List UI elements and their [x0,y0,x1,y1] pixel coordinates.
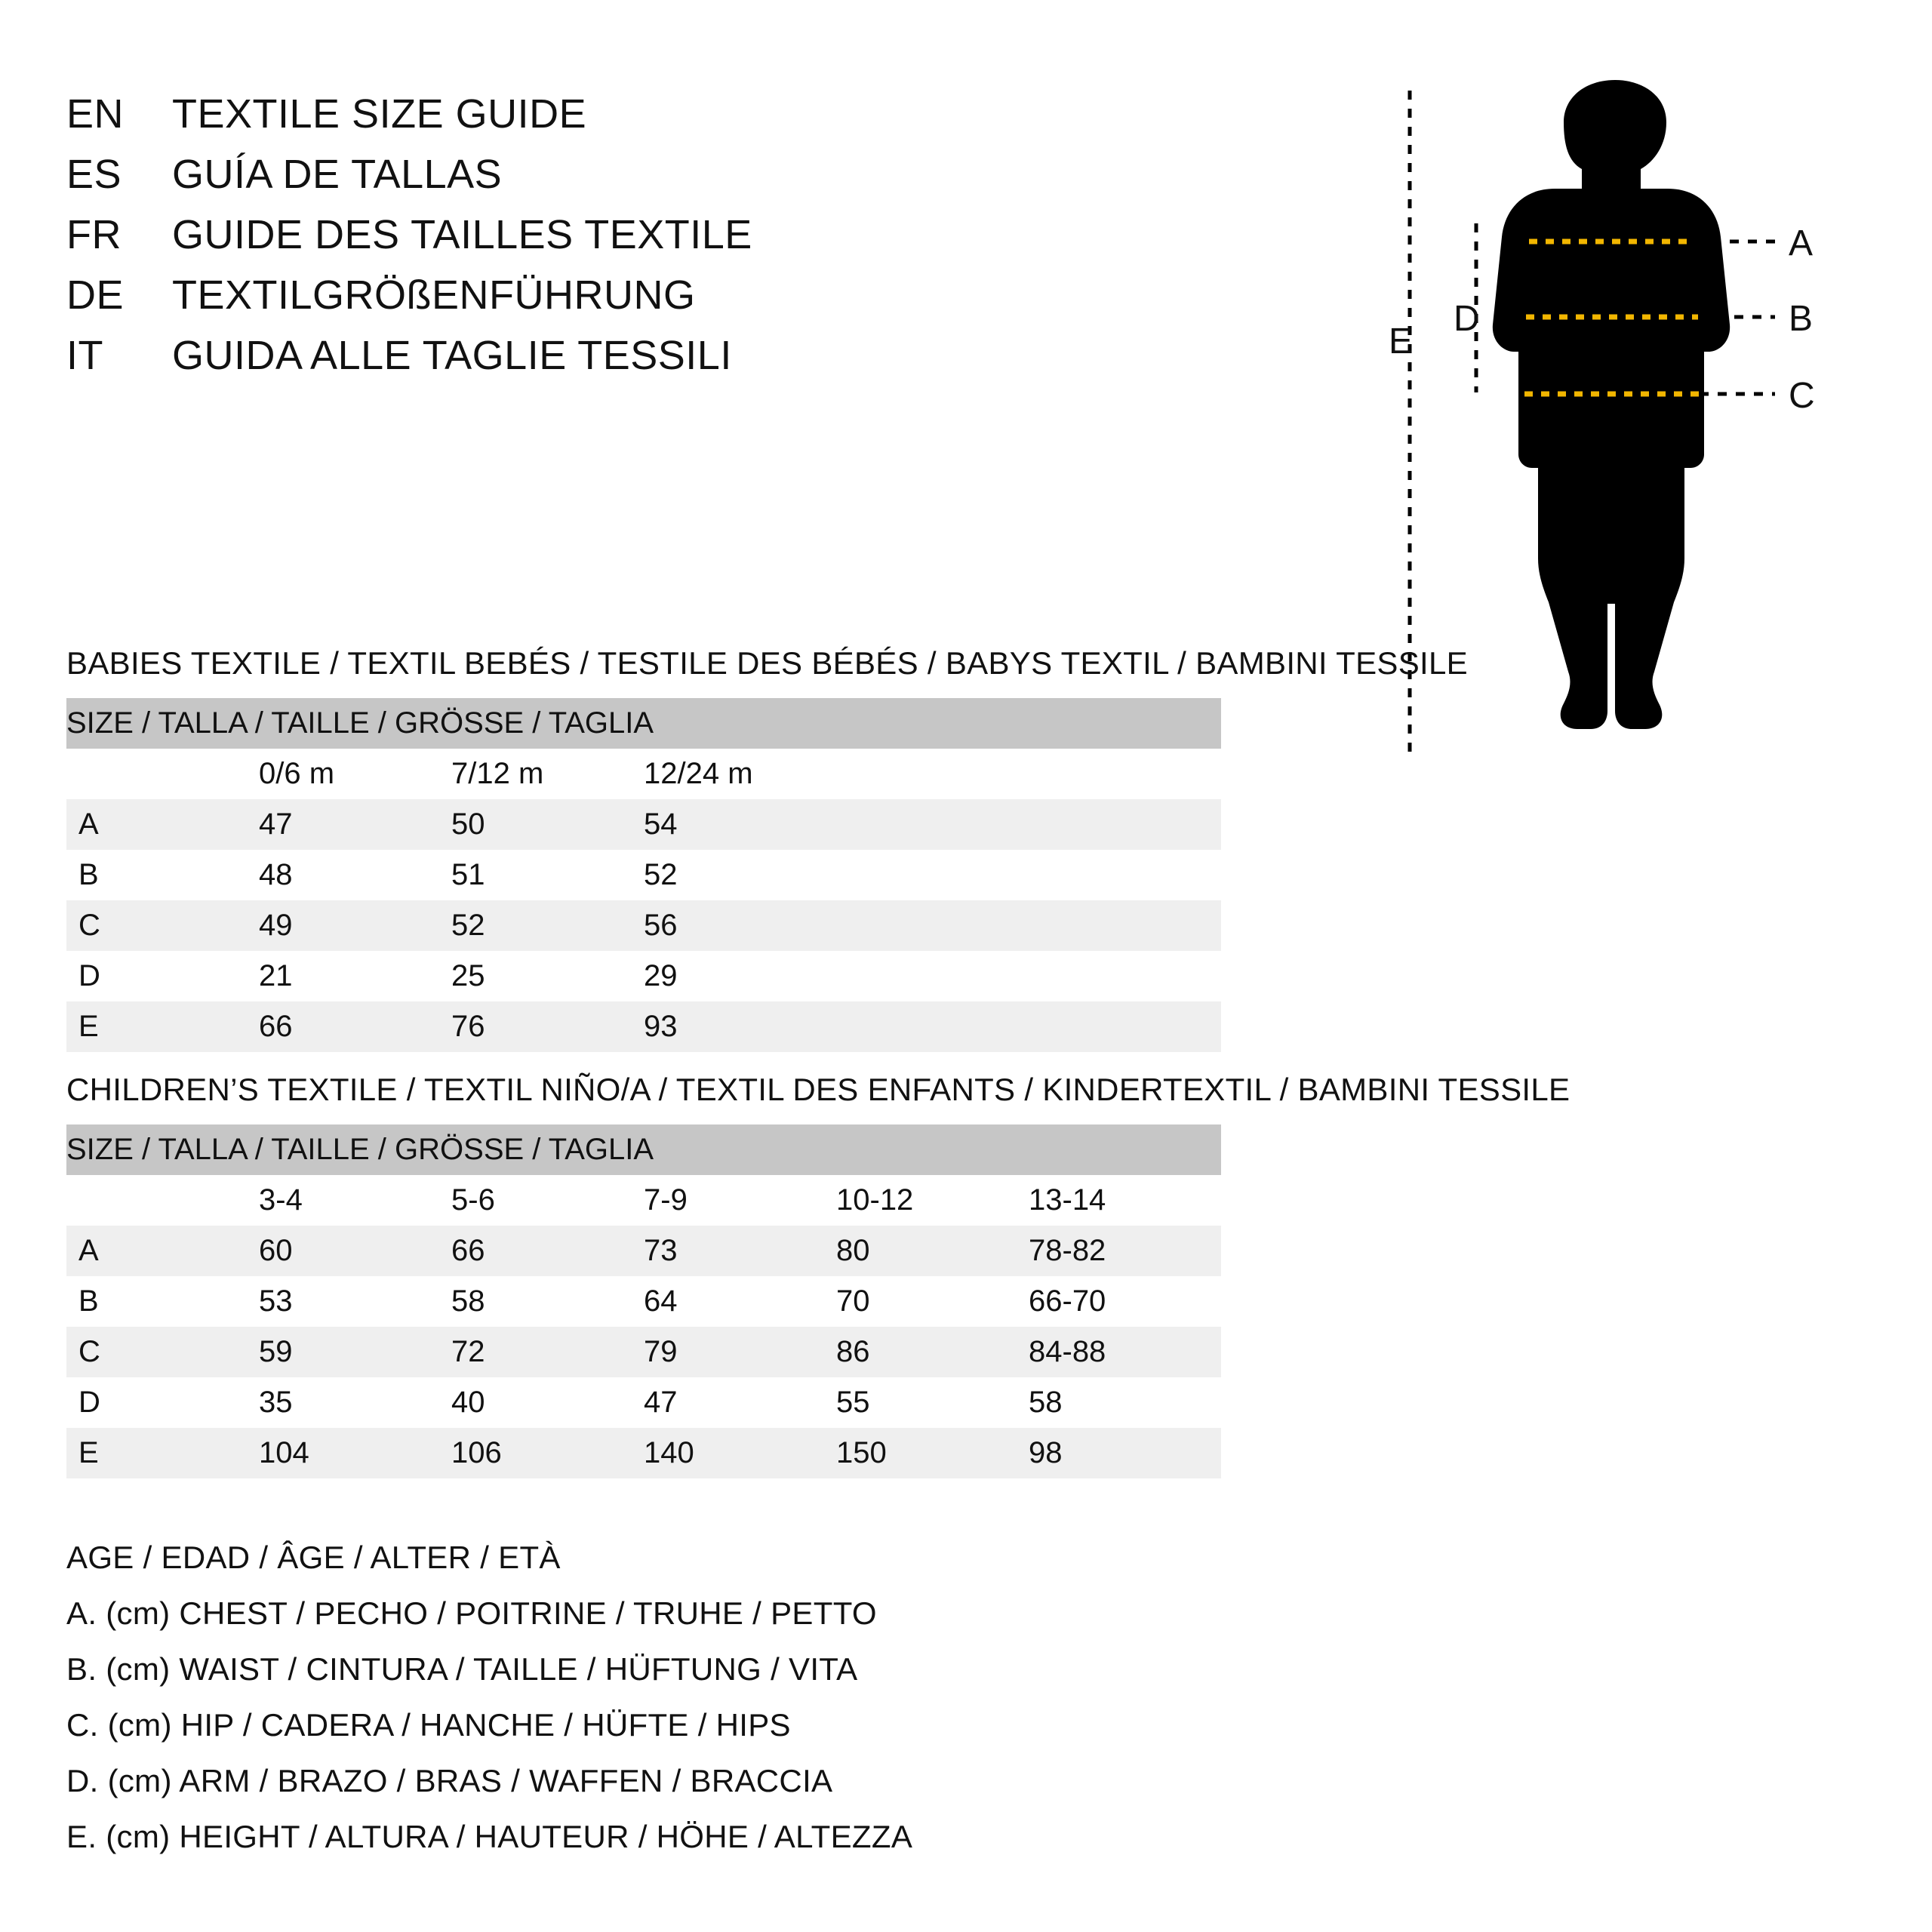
figure-label-c: C [1789,376,1815,416]
table-row [66,1276,1221,1327]
children-row-label-a: A [66,1226,259,1276]
figure-label-d: D [1454,299,1480,339]
figure-label-e: E [1389,321,1414,361]
children-c-2: 79 [644,1327,836,1377]
table-row [66,951,1221,1001]
title-lang-es: ES [66,152,122,197]
table-row [66,900,1221,951]
children-b-1: 58 [451,1276,644,1327]
babies-size-header: SIZE / TALLA / TAILLE / GRÖSSE / TAGLIA [66,698,1221,749]
children-heading: CHILDREN’S TEXTILE / TEXTIL NIÑO/A / TEXTIL DES ENFANTS / KINDERTEXTIL / BAMBINI TESSILE [66,1072,1571,1107]
babies-e-2: 93 [644,1001,836,1052]
children-b-3: 70 [836,1276,1029,1327]
babies-d-2: 29 [644,951,836,1001]
children-c-3: 86 [836,1327,1029,1377]
children-a-3: 80 [836,1226,1029,1276]
children-size-header: SIZE / TALLA / TAILLE / GRÖSSE / TAGLIA [66,1124,1221,1175]
table-row [66,1377,1221,1428]
title-text-de: TEXTILGRÖßENFÜHRUNG [172,272,696,318]
children-e-0: 104 [259,1428,451,1478]
children-d-0: 35 [259,1377,451,1428]
title-row [66,272,972,318]
babies-col-2: 12/24 m [644,749,836,799]
figure-label-b: B [1789,299,1814,339]
table-row [66,1327,1221,1377]
title-row [66,151,972,198]
babies-b-1: 51 [451,850,644,900]
children-row-label-d: D [66,1377,259,1428]
legend-chest: A. (cm) CHEST / PECHO / POITRINE / TRUHE / PETTO [66,1595,877,1631]
babies-b-2: 52 [644,850,836,900]
table-row [66,850,1221,900]
babies-a-0: 47 [259,799,451,850]
children-d-3: 55 [836,1377,1029,1428]
children-c-0: 59 [259,1327,451,1377]
children-d-1: 40 [451,1377,644,1428]
title-lang-fr: FR [66,212,122,257]
children-column-header-row [66,1175,1221,1226]
babies-size-table [66,698,1221,1052]
children-b-4: 66-70 [1029,1276,1221,1327]
babies-c-1: 52 [451,900,644,951]
children-size-header-row [66,1124,1221,1175]
babies-row-label-d: D [66,951,259,1001]
children-a-1: 66 [451,1226,644,1276]
babies-a-1: 50 [451,799,644,850]
child-silhouette [1493,80,1730,729]
legend-waist: B. (cm) WAIST / CINTURA / TAILLE / HÜFTUNG / VITA [66,1651,858,1687]
children-row-label-b: B [66,1276,259,1327]
children-a-0: 60 [259,1226,451,1276]
children-d-4: 58 [1029,1377,1221,1428]
table-row [66,1226,1221,1276]
babies-row-label-e: E [66,1001,259,1052]
title-lang-en: EN [66,91,125,137]
title-text-es: GUÍA DE TALLAS [172,152,503,197]
babies-a-2: 54 [644,799,836,850]
children-row-label-e: E [66,1428,259,1478]
babies-section [66,645,1500,1052]
babies-size-header-row [66,698,1221,749]
title-lang-de: DE [66,272,125,318]
babies-d-1: 25 [451,951,644,1001]
children-c-1: 72 [451,1327,644,1377]
children-d-2: 47 [644,1377,836,1428]
children-col-1: 5-6 [451,1175,644,1226]
legend-age: AGE / EDAD / ÂGE / ALTER / ETÀ [66,1540,561,1575]
children-b-0: 53 [259,1276,451,1327]
babies-b-0: 48 [259,850,451,900]
babies-column-header-row [66,749,1221,799]
children-e-3: 150 [836,1428,1029,1478]
babies-e-0: 66 [259,1001,451,1052]
children-c-4: 84-88 [1029,1327,1221,1377]
legend-block [66,1540,1349,1875]
children-b-2: 64 [644,1276,836,1327]
title-text-fr: GUIDE DES TAILLES TEXTILE [172,212,752,257]
children-section [66,1072,1571,1478]
table-row [66,799,1221,850]
babies-row-label-c: C [66,900,259,951]
children-e-2: 140 [644,1428,836,1478]
babies-c-2: 56 [644,900,836,951]
table-row [66,1001,1221,1052]
babies-e-1: 76 [451,1001,644,1052]
babies-row-label-a: A [66,799,259,850]
children-size-table [66,1124,1221,1478]
legend-height: E. (cm) HEIGHT / ALTURA / HAUTEUR / HÖHE / ALTEZZA [66,1819,913,1854]
children-corner-cell [66,1175,259,1226]
babies-c-0: 49 [259,900,451,951]
table-row [66,1428,1221,1478]
babies-col-0: 0/6 m [259,749,451,799]
legend-arm: D. (cm) ARM / BRAZO / BRAS / WAFFEN / BRACCIA [66,1763,833,1798]
babies-row-label-b: B [66,850,259,900]
babies-heading: BABIES TEXTILE / TEXTIL BEBÉS / TESTILE DES BÉBÉS / BABYS TEXTIL / BAMBINI TESSILE [66,645,1468,681]
children-e-4: 98 [1029,1428,1221,1478]
title-text-en: TEXTILE SIZE GUIDE [172,91,587,137]
figure-label-a: A [1789,223,1814,263]
babies-corner-cell [66,749,259,799]
children-e-1: 106 [451,1428,644,1478]
babies-col-1: 7/12 m [451,749,644,799]
children-col-3: 10-12 [836,1175,1029,1226]
title-row [66,91,972,137]
children-a-4: 78-82 [1029,1226,1221,1276]
children-col-0: 3-4 [259,1175,451,1226]
title-row [66,332,972,379]
title-lang-it: IT [66,333,103,378]
children-col-4: 13-14 [1029,1175,1221,1226]
children-col-2: 7-9 [644,1175,836,1226]
title-row [66,211,972,258]
babies-d-0: 21 [259,951,451,1001]
children-row-label-c: C [66,1327,259,1377]
children-a-2: 73 [644,1226,836,1276]
title-block [66,91,972,392]
legend-hip: C. (cm) HIP / CADERA / HANCHE / HÜFTE / HIPS [66,1707,791,1743]
title-text-it: GUIDA ALLE TAGLIE TESSILI [172,333,732,378]
